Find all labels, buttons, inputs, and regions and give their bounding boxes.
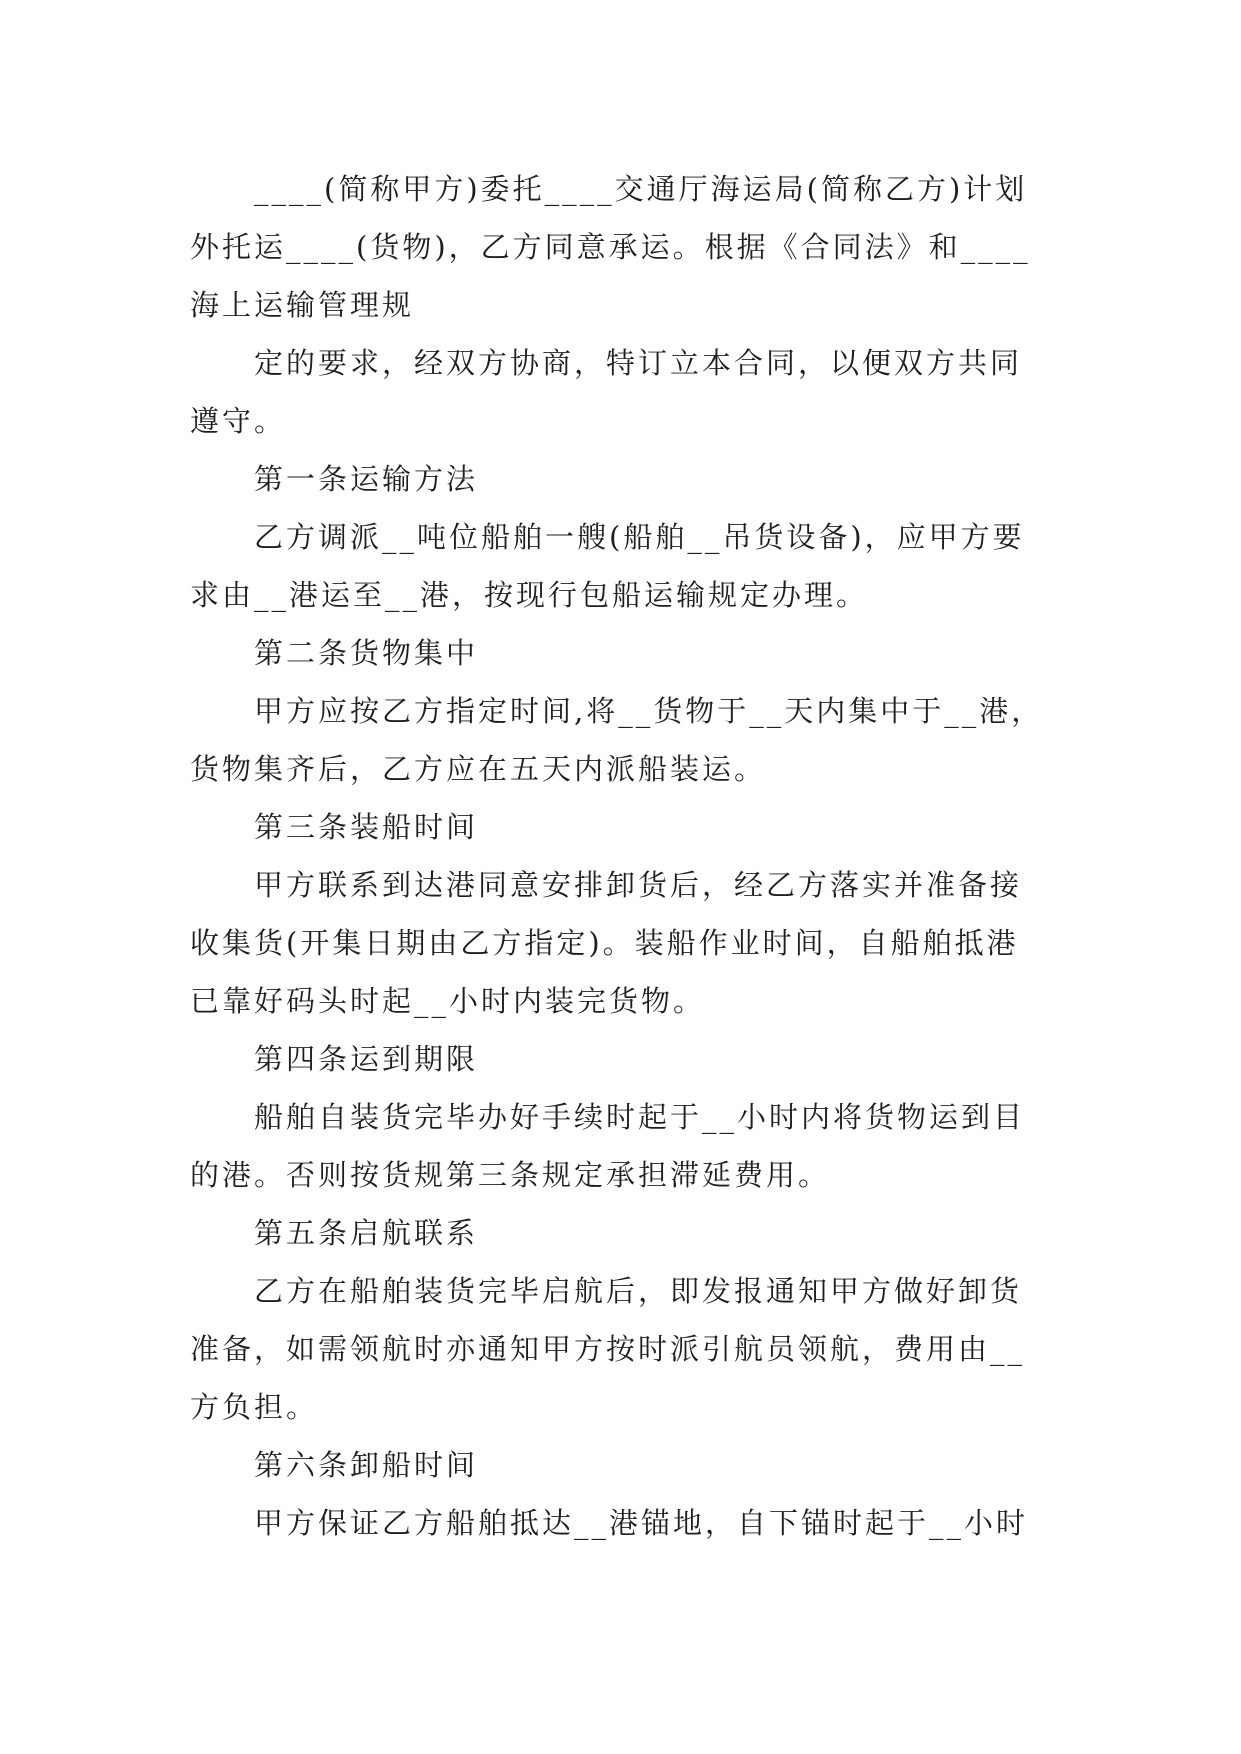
line: 遵守。 [190, 404, 287, 438]
line: 货物集齐后，乙方应在五天内派船装运。 [190, 752, 767, 786]
line: ____(简称甲方)委托____交通厅海运局(简称乙方)计划 [254, 172, 1028, 206]
article-heading-5: 第五条启航联系 [254, 1216, 479, 1250]
line: 方负担。 [190, 1390, 319, 1424]
article-body-2 [190, 682, 1060, 798]
line: 定的要求，经双方协商，特订立本合同，以便双方共同 [254, 346, 1023, 380]
line: 外托运____(货物)，乙方同意承运。根据《合同法》和____ [190, 230, 1031, 264]
line: 船舶自装货完毕办好手续时起于__小时内将货物运到目 [254, 1100, 1026, 1134]
paragraph-intro [190, 160, 1060, 334]
document-body [190, 160, 1060, 1552]
line: 乙方调派__吨位船舶一艘(船舶__吊货设备)，应甲方要 [254, 520, 1025, 554]
paragraph-purpose [190, 334, 1060, 450]
article-heading-3: 第三条装船时间 [254, 810, 479, 844]
article-heading-6: 第六条卸船时间 [254, 1448, 479, 1482]
line: 海上运输管理规 [190, 288, 415, 322]
line: 准备，如需领航时亦通知甲方按时派引航员领航，费用由__ [190, 1332, 1026, 1366]
article-heading-4: 第四条运到期限 [254, 1042, 479, 1076]
line: 求由__港运至__港，按现行包船运输规定办理。 [190, 578, 869, 612]
line: 甲方联系到达港同意安排卸货后，经乙方落实并准备接 [254, 868, 1023, 902]
line: 收集货(开集日期由乙方指定)。装船作业时间，自船舶抵港 [190, 926, 1019, 960]
article-heading-2: 第二条货物集中 [254, 636, 479, 670]
line: 的港。否则按货规第三条规定承担滞延费用。 [190, 1158, 831, 1192]
line: 乙方在船舶装货完毕启航后，即发报通知甲方做好卸货 [254, 1274, 1023, 1308]
article-body-4 [190, 1088, 1060, 1204]
line: 已靠好码头时起__小时内装完货物。 [190, 984, 706, 1018]
article-heading-1: 第一条运输方法 [254, 462, 479, 496]
article-body-6 [190, 1494, 1060, 1552]
article-body-1 [190, 508, 1060, 624]
article-body-3 [190, 856, 1060, 1030]
article-body-5 [190, 1262, 1060, 1436]
line: 甲方应按乙方指定时间,将__货物于__天内集中于__港， [254, 694, 1044, 728]
line: 甲方保证乙方船舶抵达__港锚地，自下锚时起于__小时 [254, 1506, 1029, 1540]
